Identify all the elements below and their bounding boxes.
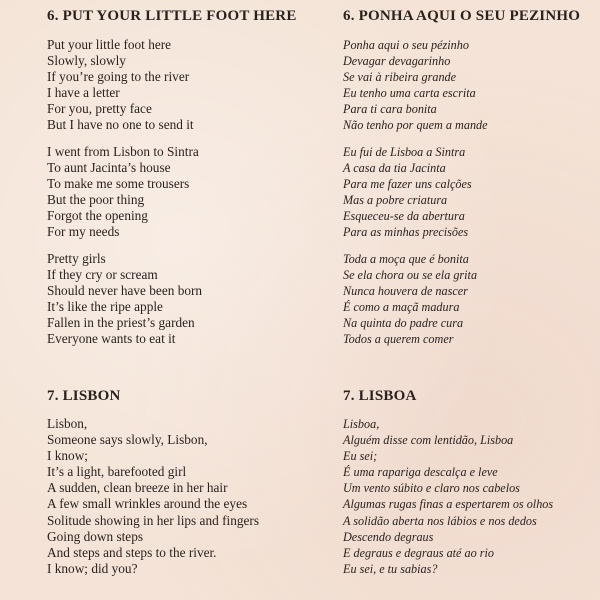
lyric-line: I know; <box>47 448 88 464</box>
lyric-line: É como a maçã madura <box>343 300 460 315</box>
lyric-line: Para as minhas precisões <box>343 225 469 240</box>
lyric-line: Um vento súbito e claro nos cabelos <box>343 481 520 496</box>
lyric-line: Forgot the opening <box>47 208 148 224</box>
song7-portuguese-stanza-1 <box>343 416 553 577</box>
song6-english-title: 6. PUT YOUR LITTLE FOOT HERE <box>47 8 297 24</box>
lyric-line: Devagar devagarinho <box>343 54 451 69</box>
lyric-line: Nunca houvera de nascer <box>343 284 468 299</box>
lyric-line: Solitude showing in her lips and fingers <box>47 512 259 528</box>
lyric-line: Alguém disse com lentidão, Lisboa <box>343 433 514 448</box>
lyric-line: To make me some trousers <box>47 176 190 192</box>
lyric-line: But the poor thing <box>47 192 145 208</box>
lyric-line: Se vai à ribeira grande <box>343 70 457 85</box>
lyric-line: Não tenho por quem a mande <box>343 118 488 133</box>
song6-portuguese-title: 6. PONHA AQUI O SEU PEZINHO <box>343 8 581 24</box>
lyric-line: Everyone wants to eat it <box>47 331 176 347</box>
lyric-line: Para ti cara bonita <box>343 102 437 117</box>
lyric-line: Pretty girls <box>47 251 106 266</box>
lyric-line: Para me fazer uns calções <box>343 177 472 192</box>
lyric-line: And steps and steps to the river. <box>47 544 217 560</box>
song6-portuguese-stanza-1 <box>343 37 488 134</box>
lyric-line: For you, pretty face <box>47 101 152 117</box>
lyric-line: Put your little foot here <box>47 37 172 52</box>
lyric-line: Descendo degraus <box>343 529 434 544</box>
lyric-line: I know; did you? <box>47 560 138 576</box>
lyric-line: Someone says slowly, Lisbon, <box>47 432 208 448</box>
lyric-line: Should never have been born <box>47 283 203 299</box>
lyric-line: If they cry or scream <box>47 267 158 283</box>
song7-portuguese-title: 7. LISBOA <box>343 388 417 404</box>
lyric-line: Eu tenho uma carta escrita <box>343 86 476 101</box>
song6-english-stanza-1 <box>47 37 194 134</box>
lyric-line: Na quinta do padre cura <box>343 316 464 331</box>
lyric-line: Mas a pobre criatura <box>343 193 448 208</box>
lyric-line: Going down steps <box>47 528 144 544</box>
lyric-line: Todos a querem comer <box>343 332 454 347</box>
lyric-line: E degraus e degraus até ao rio <box>343 545 494 560</box>
lyric-line: Esqueceu-se da abertura <box>343 209 465 224</box>
lyric-line: Lisbon, <box>47 416 88 431</box>
lyric-line: Toda a moça que é bonita <box>343 252 469 266</box>
lyric-line: Algumas rugas finas a espertarem os olhos <box>343 497 554 512</box>
lyric-line: Se ela chora ou se ela grita <box>343 268 478 283</box>
lyric-line: A solidão aberta nos lábios e nos dedos <box>343 513 537 528</box>
lyric-line: Fallen in the priest’s garden <box>47 315 195 331</box>
lyric-line: For my needs <box>47 224 120 240</box>
song7-english-title: 7. LISBON <box>47 388 121 404</box>
lyric-line: I have a letter <box>47 85 120 101</box>
lyric-line: Slowly, slowly <box>47 53 126 69</box>
lyric-line: Eu fui de Lisboa a Sintra <box>343 145 466 159</box>
lyric-line: To aunt Jacinta’s house <box>47 160 171 176</box>
lyric-line: É uma rapariga descalça e leve <box>343 465 498 480</box>
lyric-line: Eu sei, e tu sabias? <box>343 561 438 576</box>
song6-english-stanza-3 <box>47 251 202 348</box>
lyric-line: It’s like the ripe apple <box>47 299 163 315</box>
lyric-line: Ponha aqui o seu pézinho <box>343 38 469 52</box>
lyric-line: Eu sei; <box>343 449 378 464</box>
lyric-line: A sudden, clean breeze in her hair <box>47 480 228 496</box>
song7-english-stanza-1 <box>47 416 259 577</box>
lyric-line: If you’re going to the river <box>47 69 190 85</box>
lyric-line: I went from Lisbon to Sintra <box>47 144 199 159</box>
lyric-line: It’s a light, barefooted girl <box>47 464 187 480</box>
lyric-line: A few small wrinkles around the eyes <box>47 496 248 512</box>
lyric-line: Lisboa, <box>343 417 380 431</box>
lyric-line: A casa da tia Jacinta <box>343 161 446 176</box>
song6-portuguese-stanza-2 <box>343 144 472 241</box>
lyric-line: But I have no one to send it <box>47 117 194 133</box>
song6-portuguese-stanza-3 <box>343 251 477 348</box>
song6-english-stanza-2 <box>47 144 199 241</box>
